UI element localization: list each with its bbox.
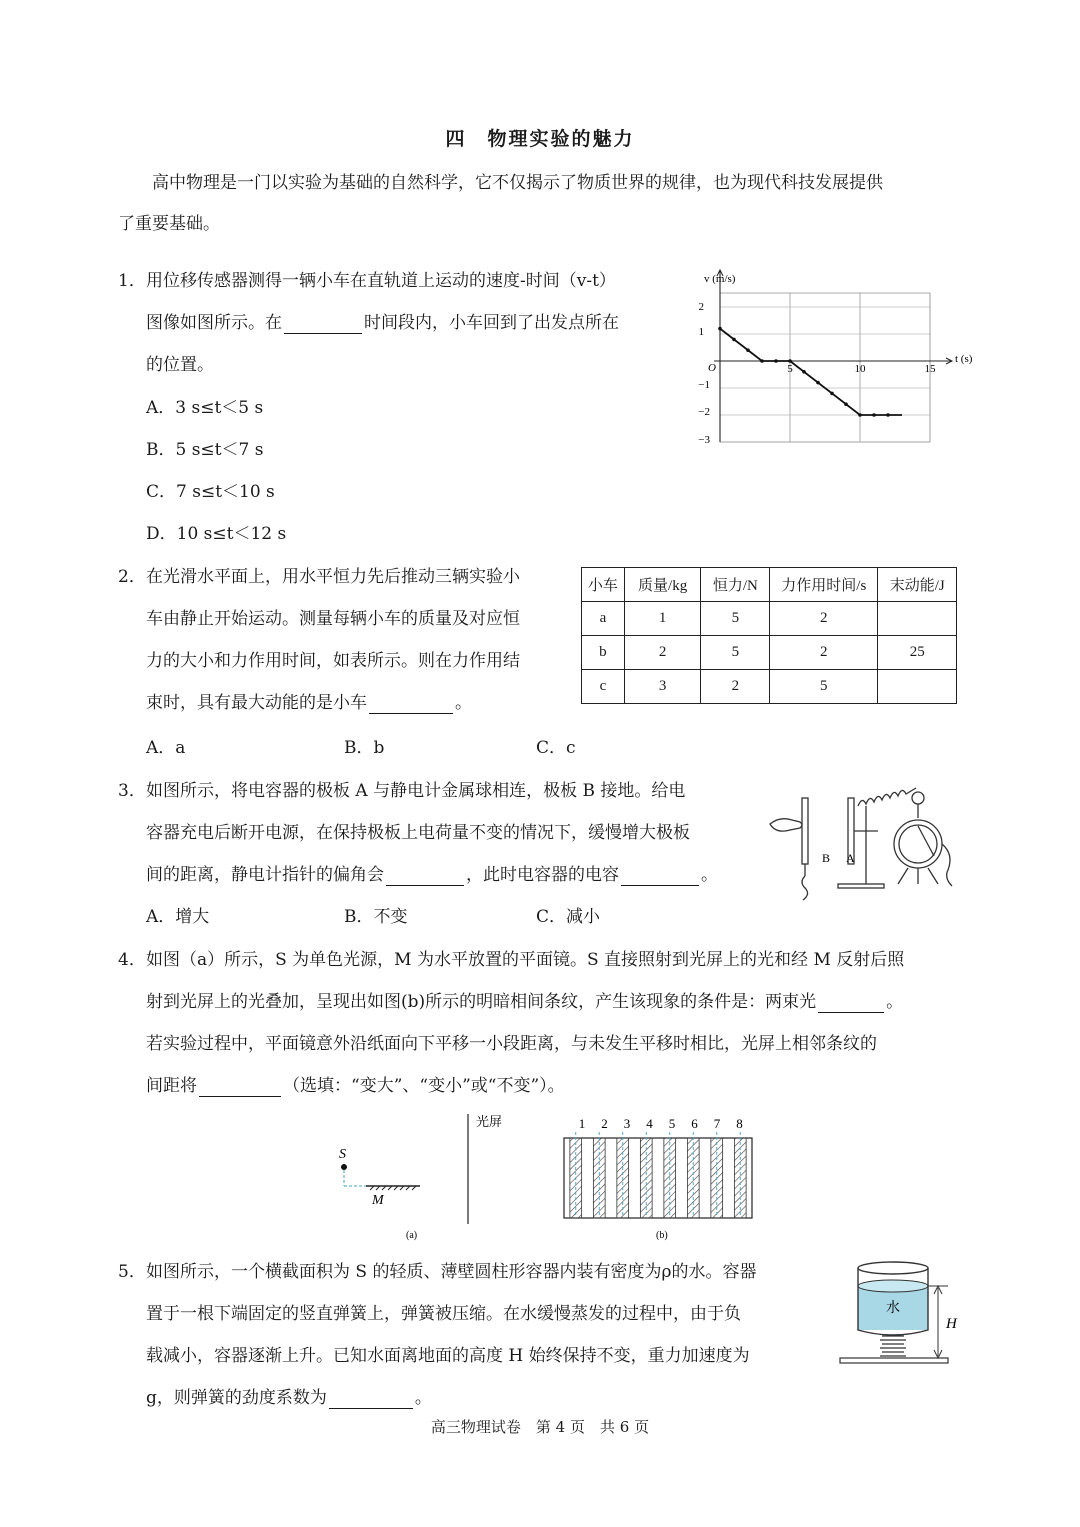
vt-axes [714,270,952,442]
q4-line-4-a: 间距将 [146,1076,197,1096]
vt-grid [720,293,930,442]
vt-ytick-m2: −2 [698,406,710,418]
q1-line-1: 用位移传感器测得一辆小车在直轨道上运动的速度-时间（v-t） [146,271,616,291]
vt-xtick-10: 10 [854,363,866,375]
q2-line-1: 在光滑水平面上，用水平恒力先后推动三辆实验小 [146,567,520,587]
table-cell: 25 [878,636,957,670]
data-point [858,413,862,417]
series-line [720,329,902,415]
data-point [746,348,750,352]
ground [840,1358,948,1363]
caption-a: (a) [406,1230,418,1241]
q1-option-a: A．3 s≤t＜5 s [146,398,264,418]
label-m: M [372,1193,384,1208]
q3-line-3 [146,864,718,886]
q4-line-2 [146,991,903,1013]
vt-ytick-2: 2 [698,301,704,313]
table-cell [878,670,957,704]
fringe-number: 3 [623,1116,631,1131]
data-point [872,413,876,417]
q3-option-c: C．减小 [536,907,601,927]
data-point [718,327,722,331]
q2-data-table [581,567,957,704]
q3-line-3-c: 。 [701,865,718,885]
q5-line-2: 置于一根下端固定的竖直弹簧上，弹簧被压缩。在水缓慢蒸发的过程中，由于负 [146,1304,741,1324]
q4-line-3: 若实验过程中，平面镜意外沿纸面向下平移一小段距离，与未发生平移时相比，光屏上相邻条纹的 [146,1034,877,1054]
q2-option-c: C．c [536,738,576,758]
fringe-number: 1 [578,1116,586,1131]
q5-number: 5． [118,1262,146,1282]
vt-xlabel: t (s) [955,353,973,365]
q4-line-4-b: （选填：“变大”、“变小”或“不变”）。 [283,1076,565,1096]
table-row [582,636,957,670]
table-cell: 5 [701,636,770,670]
q2-line-4-a: 束时，具有最大动能的是小车 [146,693,367,713]
q5-line-1: 如图所示，一个横截面积为 S 的轻质、薄壁圆柱形容器内装有密度为ρ的水。容器 [146,1262,757,1282]
q3-answer-blank-2 [621,867,699,886]
vt-ylabel: v (m/s) [704,273,736,285]
q5-line-4-b: 。 [414,1388,432,1408]
q3-option-a: A．增大 [146,907,210,927]
fringe-numbers [579,1116,743,1131]
q3-number: 3． [118,781,146,801]
q5-line-4 [146,1387,432,1409]
q1-number: 1． [118,271,146,291]
data-point [802,370,806,374]
wire [858,788,916,806]
fringe-number: 5 [668,1116,676,1131]
vt-series [718,327,902,417]
spring-container-figure [836,1256,976,1368]
label-a: A [846,851,855,865]
table-cell: 5 [701,602,770,636]
q1-answer-blank [284,315,362,334]
table-cell: b [582,636,625,670]
q4-line-4 [146,1075,565,1097]
q1-line-2-b: 时间段内，小车回到了出发点所在 [364,313,619,333]
vt-xtick-15: 15 [924,363,936,375]
figure-b [564,1116,752,1241]
fringe-number: 6 [691,1116,698,1131]
q2-line-2: 车由静止开始运动。测量每辆小车的质量及对应恒 [146,609,520,629]
table-cell [878,602,957,636]
q2-option-a: A．a [146,738,186,758]
intro-line-1: 高中物理是一门以实验为基础的自然科学，它不仅揭示了物质世界的规律，也为现代科技发展提供 [152,173,883,193]
data-point [732,338,736,342]
hand-icon [770,819,802,831]
fringe-number: 7 [713,1116,721,1131]
vt-ytick-1: 1 [698,326,704,338]
q4-answer-blank-2 [199,1078,281,1097]
data-point [760,359,764,363]
vt-xtick-5: 5 [787,363,793,375]
fringe-number: 4 [646,1116,653,1131]
label-screen: 光屏 [476,1114,503,1129]
q3-line-2: 容器充电后断开电源，在保持极板上电荷量不变的情况下，缓慢增大极板 [146,823,690,843]
q1-option-b: B．5 s≤t＜7 s [146,440,264,460]
spring [880,1336,906,1356]
electrometer-figure [766,776,966,902]
table-cell: 2 [770,636,878,670]
table-cell: 2 [701,670,770,704]
label-h: H [946,1316,957,1332]
q2-line-4 [146,692,472,714]
q3-line-3-b: ，此时电容器的电容 [466,865,619,885]
q2-header-force: 恒力/N [701,568,770,602]
q2-header-cart: 小车 [582,568,625,602]
metal-ball [912,792,924,804]
table-cell: a [582,602,625,636]
fringe-pattern [570,1132,746,1218]
grid-frame [720,293,930,442]
data-point [830,392,834,396]
plate-b [802,798,808,864]
table-cell: 3 [624,670,701,704]
q1-line-3: 的位置。 [146,355,214,375]
vt-ytick-m3: −3 [698,434,710,446]
q4-answer-blank-1 [818,994,884,1013]
q5-answer-blank [329,1390,413,1409]
q4-number: 4． [118,950,146,970]
data-point [788,359,792,363]
data-point [844,402,848,406]
vt-ytick-m1: −1 [698,379,710,391]
q2-line-3: 力的大小和力作用时间，如表所示。则在力作用结 [146,651,520,671]
section-title: 四 物理实验的魅力 [445,128,635,150]
interference-figure [320,1108,760,1246]
fringe-number: 8 [736,1116,743,1131]
q1-line-2-a: 图像如图所示。在 [146,313,282,333]
water-label: 水 [886,1301,900,1316]
table-cell: 5 [770,670,878,704]
fringe-number: 2 [601,1116,608,1131]
q4-line-2-a: 射到光屏上的光叠加，呈现出如图(b)所示的明暗相间条纹，产生该现象的条件是：两束光 [146,992,817,1012]
q2-answer-blank [369,695,453,714]
q2-header-mass: 质量/kg [624,568,701,602]
table-cell: 2 [624,636,701,670]
fringe-frame [564,1138,752,1218]
q3-answer-blank-1 [386,867,464,886]
light-source [341,1164,347,1170]
vt-graph [690,262,980,452]
q3-line-1: 如图所示，将电容器的极板 A 与静电计金属球相连，极板 B 接地。给电 [146,781,686,801]
caption-b: (b) [656,1230,668,1241]
vt-origin: O [708,362,716,374]
figure-a [339,1114,502,1241]
q3-option-b: B．不变 [344,907,408,927]
label-s: S [339,1147,346,1162]
q1-line-2 [146,312,619,334]
q3-line-3-a: 间的距离，静电计指针的偏角会 [146,865,384,885]
table-row [582,602,957,636]
data-point [816,381,820,385]
q1-option-d: D．10 s≤t＜12 s [146,524,287,544]
q5-line-3: 载减小，容器逐渐上升。已知水面离地面的高度 H 始终保持不变，重力加速度为 [146,1346,750,1366]
table-cell: c [582,670,625,704]
table-row [582,670,957,704]
table-cell: 1 [624,602,701,636]
q4-line-2-b: 。 [886,992,904,1012]
intro-line-2: 了重要基础。 [118,214,220,234]
q1-option-c: C．7 s≤t＜10 s [146,482,275,502]
data-point [886,413,890,417]
label-b: B [822,851,831,865]
page-footer: 高三物理试卷 第 4 页 共 6 页 [430,1418,650,1436]
table-cell: 2 [770,602,878,636]
q4-line-1: 如图（a）所示，S 为单色光源，M 为水平放置的平面镜。S 直接照射到光屏上的光和经 M 反射后照 [146,950,905,970]
q2-table-header-row [582,568,957,602]
q2-number: 2． [118,567,146,587]
q2-header-ke: 末动能/J [878,568,957,602]
q2-header-time: 力作用时间/s [770,568,878,602]
stand-base [838,884,884,888]
data-point [774,359,778,363]
q2-line-4-b: 。 [455,693,472,713]
q2-option-b: B．b [344,738,385,758]
q5-line-4-a: g，则弹簧的劲度系数为 [146,1388,327,1408]
